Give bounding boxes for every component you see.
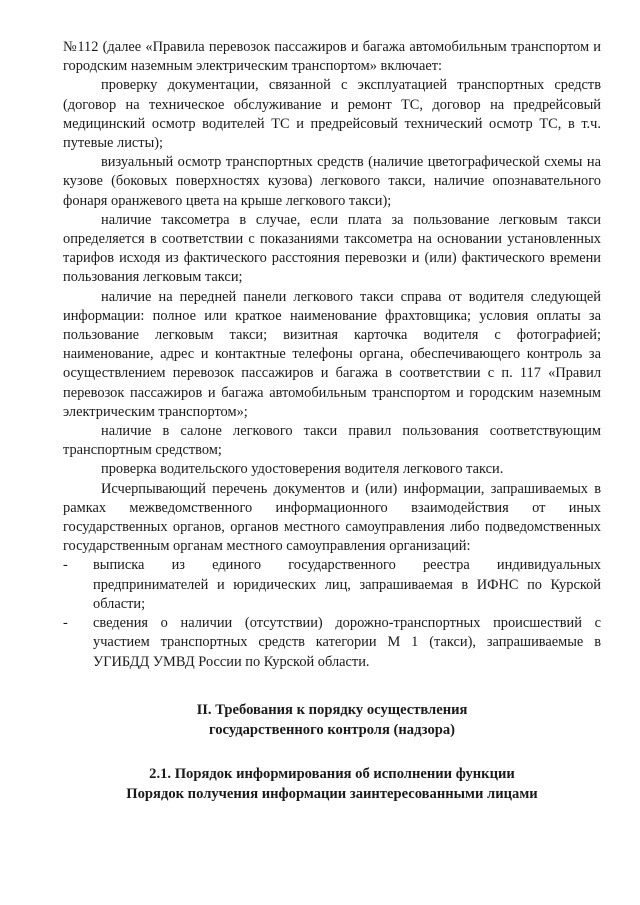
list-item-text: сведения о наличии (отсутствии) дорожно-транспортных происшествий с участием транспортных средств категории М 1 (такси), запрашиваемые в УГИБДД УМВД России по Курской области. bbox=[93, 615, 601, 670]
paragraph-license-check: проверка водительского удостоверения водителя легкового такси. bbox=[101, 461, 504, 478]
paragraph-interagency-documents: Исчерпывающий перечень документов и (или) информации, запрашиваемых в рамках межведомственного информационного взаимодействия от иных государственных органов, органов местного самоуправления либо подведомственных государственным органам местного самоуправления организаций: bbox=[63, 480, 601, 555]
subsection-heading-line2: Порядок получения информации заинтересованными лицами bbox=[126, 785, 538, 802]
list-item-egrip-extract bbox=[63, 556, 601, 614]
subsection-heading-line1: 2.1. Порядок информирования об исполнении функции bbox=[149, 765, 515, 782]
paragraph-taximeter: наличие таксометра в случае, если плата за пользование легковым такси определяется в соответствии с показаниями таксометра на основании установленных тарифов исходя из фактического расстояния перевозки и (или) фактического времени пользования легковым такси; bbox=[63, 211, 601, 286]
list-item-accident-info bbox=[63, 614, 601, 672]
paragraph-intro: №112 (далее «Правила перевозок пассажиров и багажа автомобильным транспортом и городским наземным электрическим транспортом» включает: bbox=[63, 39, 601, 75]
paragraph-visual-inspection: визуальный осмотр транспортных средств (наличие цветографической схемы на кузове (боковых поверхностях кузова) легкового такси, наличие опознавательного фонаря оранжевого цвета на крыше легкового такси); bbox=[63, 154, 601, 209]
paragraph-cabin-rules: наличие в салоне легкового такси правил пользования соответствующим транспортным средством; bbox=[63, 423, 601, 459]
section-heading-line2: государственного контроля (надзора) bbox=[208, 721, 456, 738]
dash-bullet: - bbox=[63, 615, 68, 632]
section-heading-line1: II. Требования к порядку осуществления bbox=[196, 701, 468, 718]
paragraph-front-panel-info: наличие на передней панели легкового такси справа от водителя следующей информации: полное или краткое наименование фрахтовщика; условия оплаты за пользование легковым такси; визитная карточка водителя с фотографией; наименование, адрес и контактные телефоны органа, обеспечивающего контроль за осуществлением перевозок пассажиров и багажа в соответствии с п. 117 «Правил перевозок пассажиров и багажа автомобильным транспортом и городским наземным электрическим транспортом»; bbox=[63, 288, 601, 420]
list-item-text: выписка из единого государственного реестра индивидуальных предпринимателей и юридических лиц, запрашиваемая в ИФНС по Курской области; bbox=[93, 557, 601, 612]
paragraph-documentation-check: проверку документации, связанной с эксплуатацией транспортных средств (договор на техническое обслуживание и ремонт ТС, договор на предрейсовый медицинский осмотр водителей ТС и предрейсовый технический осмотр ТС, в т.ч. путевые листы); bbox=[63, 77, 601, 152]
document-page bbox=[63, 38, 601, 804]
dash-bullet: - bbox=[63, 557, 68, 574]
